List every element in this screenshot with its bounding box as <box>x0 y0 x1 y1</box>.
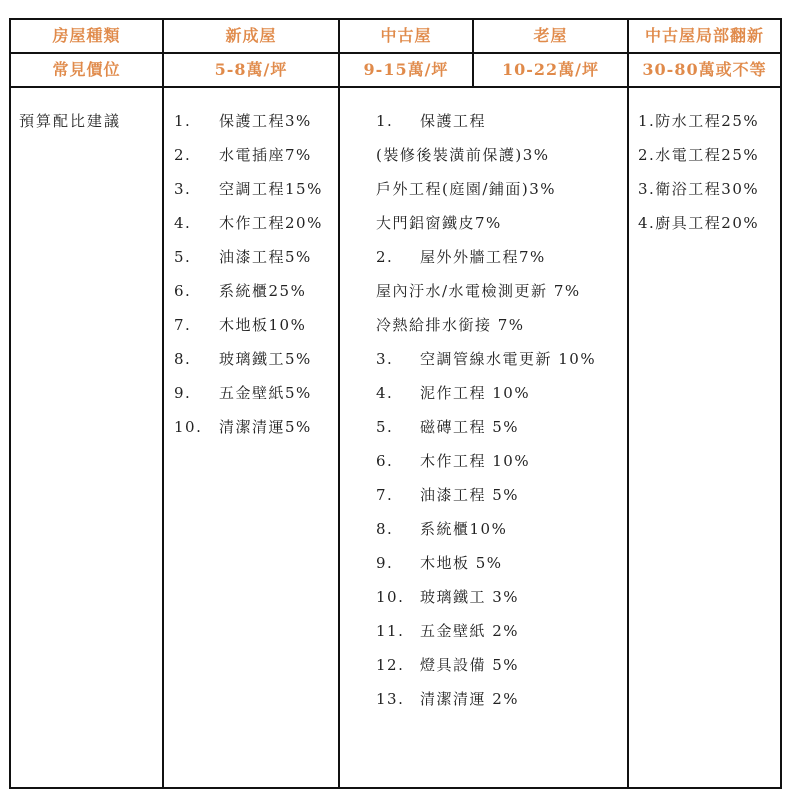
list-item-number: 6. <box>174 282 192 300</box>
column-divider <box>627 18 629 789</box>
list-item-number: 10. <box>174 418 203 436</box>
list-item-number: 3. <box>174 180 192 198</box>
list-item <box>376 519 507 539</box>
list-item <box>376 145 550 165</box>
table-border-right <box>780 18 782 789</box>
list-item-number: 1. <box>376 112 394 130</box>
table-border-left <box>9 18 11 789</box>
list-item-text: 玻璃鐵工5% <box>219 350 312 368</box>
list-item-text: 清潔清運 2% <box>420 690 520 708</box>
list-item <box>376 383 530 403</box>
list-item-text: 1.防水工程25% <box>638 112 760 130</box>
list-item <box>174 213 323 233</box>
list-item-text: 保護工程3% <box>219 112 312 130</box>
list-item-text: 水電插座7% <box>219 146 312 164</box>
list-item-text: 空調工程15% <box>219 180 323 198</box>
list-item-number: 11. <box>376 622 405 640</box>
list-item <box>638 213 759 233</box>
list-item-number: 8. <box>376 520 394 538</box>
list-item <box>376 111 486 131</box>
list-item <box>174 111 312 131</box>
list-item-number: 1. <box>174 112 192 130</box>
list-item-number: 8. <box>174 350 192 368</box>
list-item-text: 冷熱給排水銜接 7% <box>376 316 525 334</box>
list-item <box>174 417 312 437</box>
list-item <box>376 451 530 471</box>
list-item-number: 9. <box>376 554 394 572</box>
list-item-text: 戶外工程(庭園/鋪面)3% <box>376 180 557 198</box>
table-row-divider <box>9 52 782 54</box>
list-item-text: 五金壁紙 2% <box>420 622 520 640</box>
list-item <box>174 281 306 301</box>
list-item <box>376 179 556 199</box>
price-used-house: 9-15萬/坪 <box>363 60 449 79</box>
list-item-number: 7. <box>376 486 394 504</box>
list-item <box>376 315 525 335</box>
list-item-text: 玻璃鐵工 3% <box>420 588 520 606</box>
list-item <box>174 383 312 403</box>
header-used-house: 中古屋 <box>380 26 432 45</box>
list-item-text: 燈具設備 5% <box>420 656 520 674</box>
list-item-text: 磁磚工程 5% <box>420 418 520 436</box>
list-item <box>376 689 519 709</box>
list-item-text: 3.衛浴工程30% <box>638 180 760 198</box>
list-item <box>376 349 596 369</box>
list-item-text: 泥作工程 10% <box>420 384 531 402</box>
list-item-text: 油漆工程5% <box>219 248 312 266</box>
list-item <box>174 315 306 335</box>
list-item-number: 2. <box>376 248 394 266</box>
list-item <box>174 349 312 369</box>
list-item <box>376 587 519 607</box>
list-item-text: (裝修後裝潢前保護)3% <box>376 146 550 164</box>
list-item <box>638 111 759 131</box>
list-item-text: 空調管線水電更新 10% <box>420 350 597 368</box>
list-item-text: 五金壁紙5% <box>219 384 312 402</box>
list-item-number: 9. <box>174 384 192 402</box>
list-item-number: 12. <box>376 656 405 674</box>
list-item <box>174 179 323 199</box>
table-border-bottom <box>9 787 782 789</box>
header-price-label: 常見價位 <box>52 60 121 79</box>
list-item <box>376 247 546 267</box>
list-item <box>174 145 312 165</box>
list-item-text: 木作工程20% <box>219 214 323 232</box>
list-item-number: 6. <box>376 452 394 470</box>
table-border-top <box>9 18 782 20</box>
budget-ratio-label: 預算配比建議 <box>19 112 122 130</box>
list-item-text: 木地板10% <box>219 316 307 334</box>
list-item-number: 7. <box>174 316 192 334</box>
header-new-house: 新成屋 <box>225 26 277 45</box>
list-item <box>376 417 519 437</box>
list-item-text: 木地板 5% <box>420 554 503 572</box>
list-item-number: 13. <box>376 690 405 708</box>
table-row-divider <box>9 86 782 88</box>
list-item <box>638 145 759 165</box>
list-item <box>174 247 312 267</box>
header-house-type: 房屋種類 <box>52 26 121 45</box>
list-item-number: 2. <box>174 146 192 164</box>
list-item-number: 3. <box>376 350 394 368</box>
list-item <box>376 553 503 573</box>
list-item <box>638 179 759 199</box>
list-item-number: 4. <box>174 214 192 232</box>
list-item-text: 木作工程 10% <box>420 452 531 470</box>
column-divider <box>338 18 340 789</box>
list-item-text: 清潔清運5% <box>219 418 312 436</box>
column-divider <box>162 18 164 789</box>
header-partial-renovation: 中古屋局部翻新 <box>644 26 764 45</box>
list-item <box>376 213 502 233</box>
list-item-text: 4.廚具工程20% <box>638 214 760 232</box>
price-old-house: 10-22萬/坪 <box>501 60 600 79</box>
list-item-number: 4. <box>376 384 394 402</box>
list-item <box>376 621 519 641</box>
list-item <box>376 485 519 505</box>
list-item-number: 10. <box>376 588 405 606</box>
price-new-house: 5-8萬/坪 <box>214 60 288 79</box>
list-item-text: 系統櫃10% <box>420 520 508 538</box>
list-item-text: 屋外外牆工程7% <box>420 248 546 266</box>
header-old-house: 老屋 <box>533 26 568 45</box>
list-item-text: 油漆工程 5% <box>420 486 520 504</box>
price-partial-renovation: 30-80萬或不等 <box>642 60 767 79</box>
list-item-number: 5. <box>174 248 192 266</box>
list-item <box>376 281 581 301</box>
list-item-text: 大門鋁窗鐵皮7% <box>376 214 502 232</box>
list-item <box>376 655 519 675</box>
list-item-text: 屋內汙水/水電檢測更新 7% <box>376 282 581 300</box>
list-item-text: 保護工程 <box>420 112 487 130</box>
list-item-text: 2.水電工程25% <box>638 146 760 164</box>
list-item-text: 系統櫃25% <box>219 282 307 300</box>
list-item-number: 5. <box>376 418 394 436</box>
